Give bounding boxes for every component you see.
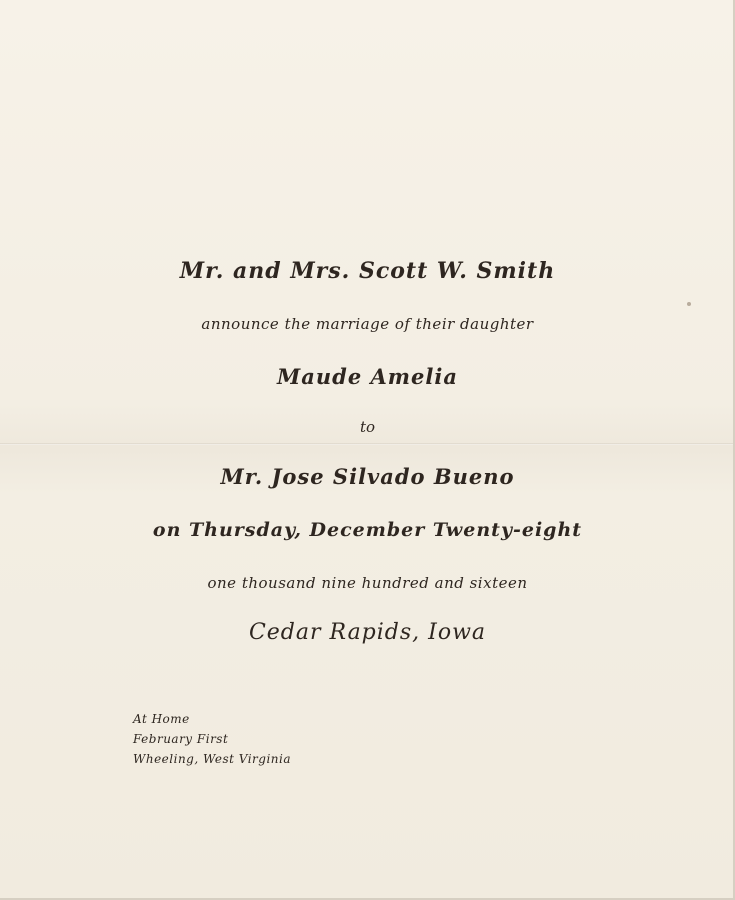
- at-home-date: February First: [133, 732, 229, 746]
- paper-fold-line: [0, 443, 733, 445]
- announce-text: announce the marriage of their daughter: [201, 315, 534, 333]
- bride-name: Maude Amelia: [277, 364, 458, 389]
- at-home-block: [133, 709, 291, 769]
- wedding-date: on Thursday, December Twenty-eight: [152, 519, 583, 541]
- at-home-location: Wheeling, West Virginia: [133, 752, 292, 766]
- parents-names: Mr. and Mrs. Scott W. Smith: [179, 258, 556, 284]
- wedding-year: one thousand nine hundred and sixteen: [207, 574, 528, 592]
- wedding-place: Cedar Rapids, Iowa: [248, 620, 487, 645]
- groom-name: Mr. Jose Silvado Bueno: [220, 464, 515, 489]
- to-text: to: [359, 418, 376, 436]
- paper-speck: [687, 302, 691, 306]
- at-home-label: At Home: [133, 712, 190, 726]
